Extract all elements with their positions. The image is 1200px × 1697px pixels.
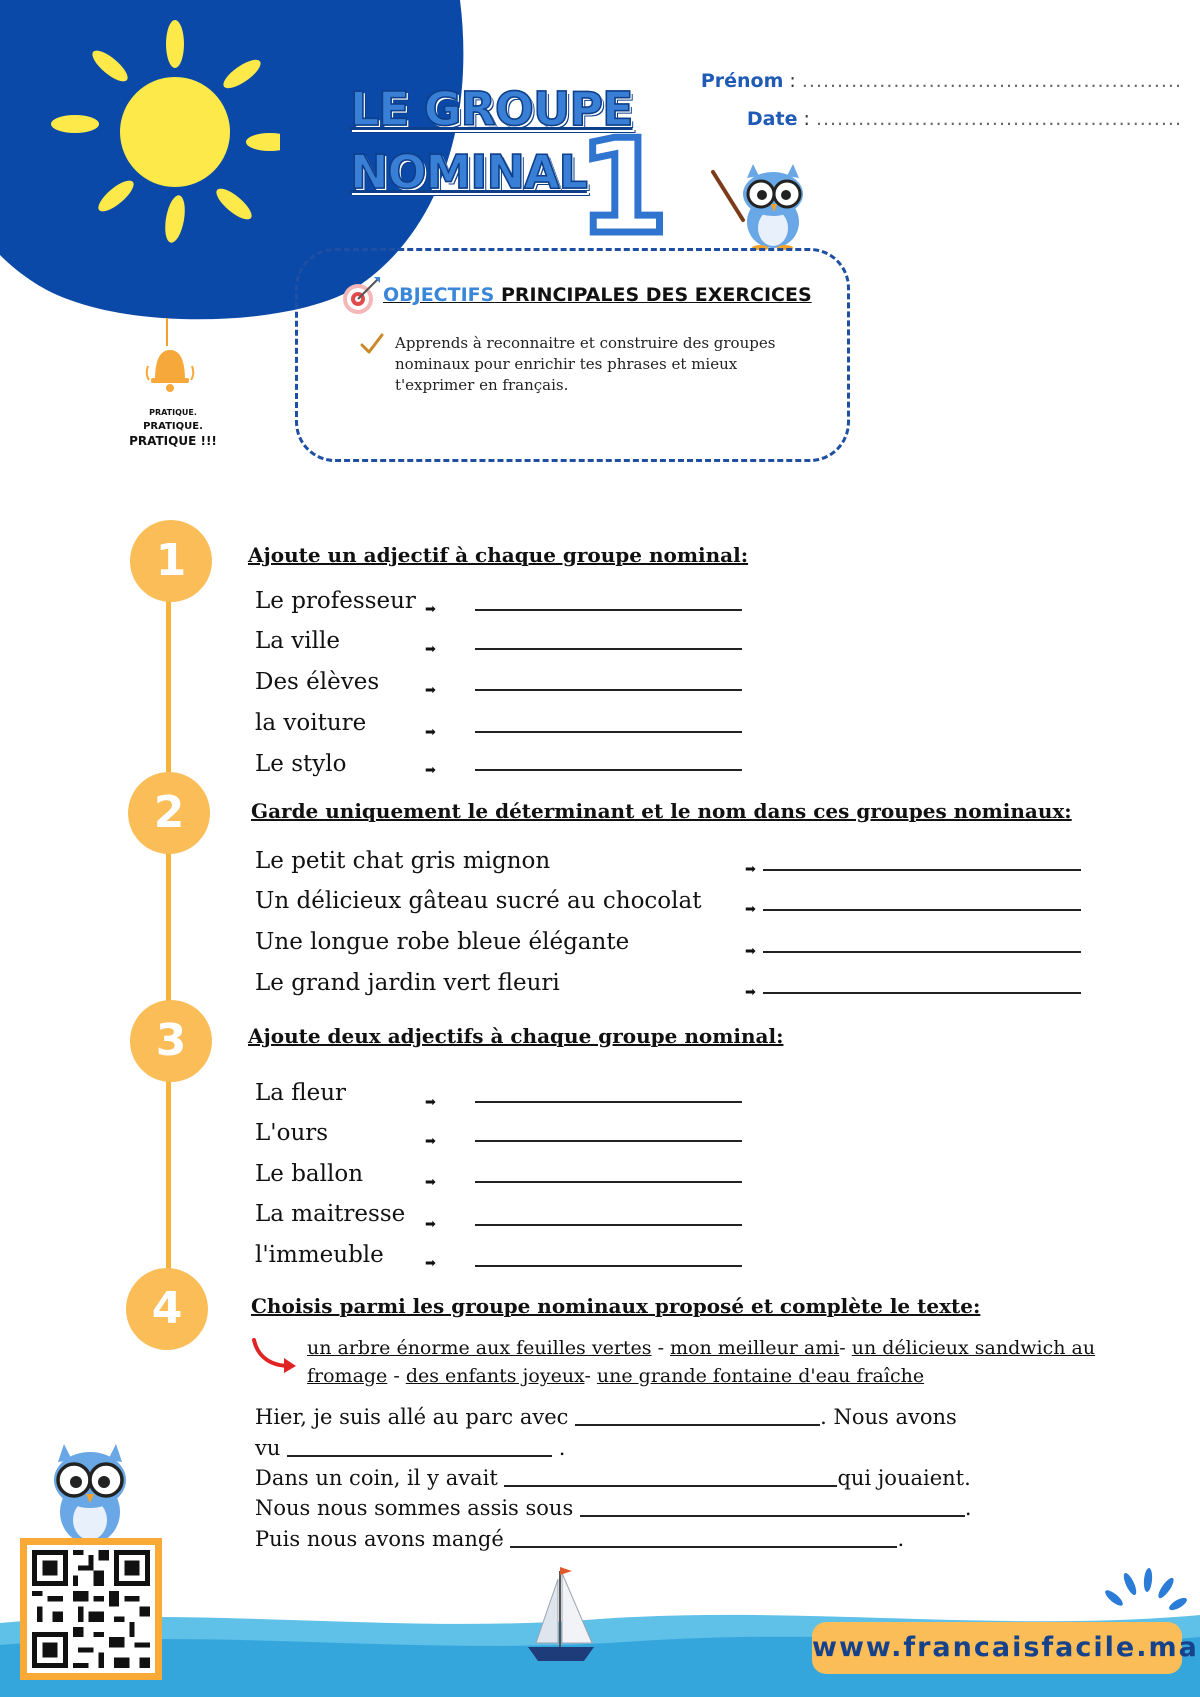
sailboat-icon bbox=[520, 1565, 600, 1665]
arrow-icon: ➡ bbox=[425, 642, 436, 657]
title-line-2: NOMINAL bbox=[350, 145, 587, 199]
checkmark-icon bbox=[360, 333, 384, 355]
story-line-4 bbox=[255, 1496, 972, 1520]
pratique-line-2: PRATIQUE. bbox=[143, 421, 203, 432]
story-text: Hier, je suis allé au parc avec bbox=[255, 1405, 576, 1429]
prenom-colon: : bbox=[783, 70, 802, 92]
arrow-icon: ➡ bbox=[425, 683, 436, 698]
ex3-item-2: L'ours bbox=[255, 1120, 329, 1146]
story-text: . Nous avons bbox=[820, 1405, 957, 1429]
exercise-number-2: 2 bbox=[128, 772, 210, 854]
date-colon: : bbox=[797, 108, 816, 130]
arrow-icon: ➡ bbox=[745, 944, 756, 959]
arrow-icon: ➡ bbox=[425, 1175, 436, 1190]
ex1-item-3: Des élèves bbox=[255, 669, 380, 695]
ex1-item-5: Le stylo bbox=[255, 751, 347, 777]
arrow-icon: ➡ bbox=[425, 1134, 436, 1149]
title-number: 1 bbox=[578, 111, 669, 263]
story-text: Puis nous avons mangé bbox=[255, 1527, 511, 1551]
red-curved-arrow-icon bbox=[250, 1336, 298, 1374]
exercise-number-3: 3 bbox=[130, 1000, 212, 1082]
ex2-item-3: Une longue robe bleue élégante bbox=[255, 929, 630, 955]
objectives-text: Apprends à reconnaitre et construire des groupes nominaux pour enrichir tes phrases et mieux t'exprimer en français. bbox=[395, 334, 776, 394]
exercise-2-heading: Garde uniquement le déterminant et le nom dans ces groupes nominaux: bbox=[251, 799, 1072, 823]
ex3-item-1: La fleur bbox=[255, 1080, 347, 1106]
exercise-1-heading: Ajoute un adjectif à chaque groupe nominal: bbox=[248, 543, 749, 567]
story-blank-5[interactable] bbox=[510, 1528, 897, 1548]
ex1-answer-line-5[interactable] bbox=[475, 769, 742, 771]
date-label: Date bbox=[746, 108, 798, 130]
arrow-icon: ➡ bbox=[425, 763, 436, 778]
story-line-1 bbox=[255, 1405, 957, 1429]
story-text: . bbox=[964, 1496, 972, 1520]
choice-2: mon meilleur ami bbox=[670, 1337, 840, 1359]
choice-3: un délicieux sandwich au fromage bbox=[307, 1337, 1096, 1387]
arrow-icon: ➡ bbox=[425, 602, 436, 617]
ex2-item-1: Le petit chat gris mignon bbox=[255, 848, 551, 874]
ex3-answer-line-3[interactable] bbox=[475, 1181, 742, 1183]
ex1-answer-line-1[interactable] bbox=[475, 609, 742, 611]
prenom-field[interactable] bbox=[701, 70, 1182, 92]
prenom-dots: ...................................................... bbox=[801, 70, 1182, 92]
story-line-5 bbox=[255, 1527, 904, 1551]
exercise-4-heading: Choisis parmi les groupe nominaux proposé et complète le texte: bbox=[251, 1294, 981, 1318]
story-blank-2[interactable] bbox=[287, 1437, 552, 1457]
date-field[interactable] bbox=[747, 108, 1182, 130]
sun-icon bbox=[30, 14, 280, 254]
owl-teacher-icon bbox=[705, 160, 815, 250]
ex3-item-4: La maitresse bbox=[255, 1201, 406, 1227]
arrow-icon: ➡ bbox=[425, 1095, 436, 1110]
arrow-icon: ➡ bbox=[425, 725, 436, 740]
choice-4: des enfants joyeux bbox=[405, 1365, 585, 1387]
bell-icon bbox=[145, 318, 195, 404]
ex3-item-5: l'immeuble bbox=[255, 1242, 384, 1268]
choice-separator: - bbox=[839, 1337, 852, 1359]
target-icon bbox=[340, 275, 382, 317]
story-line-2 bbox=[255, 1436, 565, 1460]
choice-separator: - bbox=[584, 1365, 597, 1387]
story-blank-4[interactable] bbox=[580, 1497, 965, 1517]
ex1-answer-line-4[interactable] bbox=[475, 731, 742, 733]
ex2-answer-line-1[interactable] bbox=[763, 869, 1081, 871]
ex3-answer-line-2[interactable] bbox=[475, 1140, 742, 1142]
story-blank-1[interactable] bbox=[575, 1406, 820, 1426]
word-bank bbox=[307, 1334, 1097, 1390]
prenom-label: Prénom bbox=[700, 70, 784, 92]
story-text: . bbox=[552, 1436, 566, 1460]
ex2-item-2: Un délicieux gâteau sucré au chocolat bbox=[255, 888, 702, 914]
pratique-line-1: PRATIQUE. bbox=[149, 408, 197, 417]
choice-separator: - bbox=[651, 1337, 671, 1359]
choice-5: une grande fontaine d'eau fraîche bbox=[596, 1365, 925, 1387]
ex2-answer-line-2[interactable] bbox=[763, 909, 1081, 911]
pratique-slogan bbox=[118, 406, 228, 448]
story-text: qui jouaient. bbox=[837, 1466, 971, 1490]
owl-icon bbox=[44, 1440, 136, 1545]
choice-separator: - bbox=[387, 1365, 406, 1387]
ex2-answer-line-4[interactable] bbox=[763, 992, 1081, 994]
arrow-icon: ➡ bbox=[425, 1256, 436, 1271]
title-line-1: LE GROUPE bbox=[350, 82, 633, 136]
ex3-answer-line-5[interactable] bbox=[475, 1265, 742, 1267]
exercise-number-1: 1 bbox=[130, 520, 212, 602]
date-dots: .................................................... bbox=[815, 108, 1182, 130]
timeline-bar bbox=[166, 560, 171, 1312]
qr-code[interactable] bbox=[20, 1538, 162, 1680]
objectives-title bbox=[383, 284, 812, 306]
exercise-number-4: 4 bbox=[126, 1268, 208, 1350]
splash-icon bbox=[1100, 1568, 1190, 1618]
ex2-item-4: Le grand jardin vert fleuri bbox=[255, 970, 560, 996]
pratique-line-3: PRATIQUE !!! bbox=[129, 434, 217, 448]
website-link[interactable]: www.francaisfacile.ma bbox=[812, 1622, 1182, 1674]
story-line-3 bbox=[255, 1466, 971, 1490]
ex1-item-4: la voiture bbox=[255, 710, 367, 736]
objectives-title-blue: OBJECTIFS bbox=[383, 284, 495, 306]
arrow-icon: ➡ bbox=[425, 1217, 436, 1232]
ex1-answer-line-3[interactable] bbox=[475, 689, 742, 691]
story-text: . bbox=[897, 1527, 905, 1551]
story-text: Nous nous sommes assis sous bbox=[255, 1496, 580, 1520]
ex1-answer-line-2[interactable] bbox=[475, 648, 742, 650]
ex1-item-1: Le professeur bbox=[255, 588, 416, 614]
ex3-item-3: Le ballon bbox=[255, 1161, 364, 1187]
arrow-icon: ➡ bbox=[745, 902, 756, 917]
story-text: Dans un coin, il y avait bbox=[255, 1466, 505, 1490]
story-blank-3[interactable] bbox=[504, 1467, 837, 1487]
story-text: vu bbox=[255, 1436, 288, 1460]
choice-1: un arbre énorme aux feuilles vertes bbox=[307, 1337, 652, 1359]
ex2-answer-line-3[interactable] bbox=[763, 951, 1081, 953]
ex3-answer-line-4[interactable] bbox=[475, 1224, 742, 1226]
arrow-icon: ➡ bbox=[745, 862, 756, 877]
exercise-3-heading: Ajoute deux adjectifs à chaque groupe nominal: bbox=[248, 1024, 784, 1048]
arrow-icon: ➡ bbox=[745, 985, 756, 1000]
ex3-answer-line-1[interactable] bbox=[475, 1101, 742, 1103]
objectives-title-rest: PRINCIPALES DES EXERCICES bbox=[494, 284, 812, 306]
ex1-item-2: La ville bbox=[255, 628, 340, 654]
